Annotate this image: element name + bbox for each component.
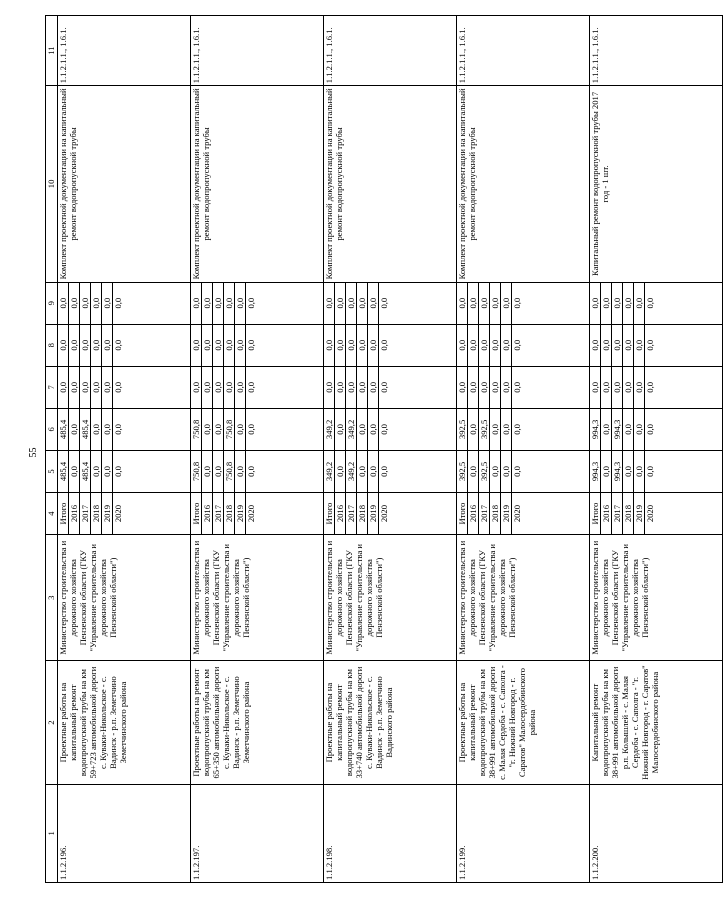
item-number: 1.1.2.199.	[457, 784, 590, 882]
local-budget-value: 0,0	[468, 325, 479, 366]
federal-budget-value: 0,0	[490, 367, 501, 408]
table-row	[457, 16, 590, 883]
item-indicator: 1.1.2.1.1., 1.6.1.	[58, 16, 191, 86]
federal-budget-value: 0,0	[80, 367, 91, 408]
other-sources-value: 0,0	[91, 283, 102, 324]
regional-budget-value-cell	[191, 408, 324, 450]
federal-budget-value: 0,0	[512, 381, 522, 393]
year-value-cell	[191, 493, 324, 535]
item-name: Капитальный ремонт водопропускной трубы на км 38+991 автомобильной дороги р.п. Колышлей - с. Малая Сердоба - с. Саполга - "г. Нижний Новгород - г. Саратов" Малосердобинского района	[590, 661, 723, 784]
federal-budget-value: 0,0	[224, 367, 235, 408]
regional-budget-value: 0,0	[69, 409, 80, 450]
column-number-3: 3	[46, 535, 58, 661]
total-funding-value: 392,5	[479, 451, 490, 492]
year-value: 2019	[368, 493, 379, 534]
column-number-4: 4	[46, 493, 58, 535]
federal-budget-value: 0,0	[645, 381, 655, 393]
item-name: Проектные работы на капитальный ремонт водопропускной трубы на км 38+991 автомобильной дороги с. Малая Сердоба - с. Саполга - "г. Нижний Новгород - г. Саратов" Малосердобинского района	[457, 661, 590, 784]
total-funding-value: 0,0	[623, 451, 634, 492]
total-funding-value-cell	[324, 450, 457, 492]
total-funding-value: 0,0	[335, 451, 346, 492]
other-sources-value: 0,0	[501, 283, 512, 324]
total-funding-value: 0,0	[490, 451, 501, 492]
local-budget-value: 0,0	[368, 325, 379, 366]
federal-budget-value: 0,0	[246, 381, 256, 393]
year-value: 2017	[80, 493, 91, 534]
year-value: Итого	[191, 493, 202, 534]
regional-budget-value-cell	[324, 408, 457, 450]
year-value: 2018	[357, 493, 368, 534]
federal-budget-value: 0,0	[590, 367, 601, 408]
federal-budget-value: 0,0	[346, 367, 357, 408]
local-budget-value: 0,0	[224, 325, 235, 366]
item-result: Комплект проектной документации на капитальный ремонт водопропускной трубы	[324, 86, 457, 282]
total-funding-value: 0,0	[202, 451, 213, 492]
other-sources-value: 0,0	[457, 283, 468, 324]
regional-budget-value: 0,0	[512, 424, 522, 435]
local-budget-value: 0,0	[213, 325, 224, 366]
column-number-9: 9	[46, 282, 58, 324]
year-value: 2019	[634, 493, 645, 534]
regional-budget-value: 750,8	[224, 409, 235, 450]
other-sources-value: 0,0	[335, 283, 346, 324]
total-funding-value: 0,0	[379, 466, 389, 477]
other-sources-value: 0,0	[224, 283, 235, 324]
other-sources-value: 0,0	[346, 283, 357, 324]
local-budget-value: 0,0	[80, 325, 91, 366]
other-sources-value: 0,0	[468, 283, 479, 324]
total-funding-value: 0,0	[501, 451, 512, 492]
federal-budget-value: 0,0	[213, 367, 224, 408]
local-budget-value: 0,0	[191, 325, 202, 366]
regional-budget-value: 0,0	[91, 409, 102, 450]
item-name: Проектные работы на капитальный ремонт водопропускной трубы на км 33+740 автомобильной дороги с. Куваки-Никольское - с. Вадинск - р.п. Земетчино Вадинского района	[324, 661, 457, 784]
year-value: 2016	[202, 493, 213, 534]
local-budget-value: 0,0	[612, 325, 623, 366]
regional-budget-value: 392,5	[479, 409, 490, 450]
column-number-11: 11	[46, 16, 58, 86]
total-funding-value: 750,8	[224, 451, 235, 492]
local-budget-value: 0,0	[601, 325, 612, 366]
column-number-5: 5	[46, 450, 58, 492]
regional-budget-value-cell	[457, 408, 590, 450]
year-value: 2016	[468, 493, 479, 534]
other-sources-value: 0,0	[601, 283, 612, 324]
program-table	[45, 15, 723, 883]
total-funding-value: 349,2	[324, 451, 335, 492]
local-budget-value: 0,0	[457, 325, 468, 366]
year-value: Итого	[324, 493, 335, 534]
item-executor: Министерство строительства и дорожного хозяйства Пензенской области (ГКУ "Управление строительства и дорожного хозяйства Пензенской области")	[58, 535, 191, 661]
local-budget-value: 0,0	[69, 325, 80, 366]
other-sources-value: 0,0	[324, 283, 335, 324]
total-funding-value: 0,0	[357, 451, 368, 492]
total-funding-value: 0,0	[91, 451, 102, 492]
federal-budget-value: 0,0	[58, 367, 69, 408]
other-sources-value: 0,0	[58, 283, 69, 324]
column-number-10: 10	[46, 86, 58, 282]
local-budget-value: 0,0	[623, 325, 634, 366]
regional-budget-value: 0,0	[235, 409, 246, 450]
total-funding-value: 0,0	[468, 451, 479, 492]
other-sources-value: 0,0	[634, 283, 645, 324]
regional-budget-value: 0,0	[335, 409, 346, 450]
federal-budget-value: 0,0	[479, 367, 490, 408]
year-value: 2016	[335, 493, 346, 534]
table-row	[324, 16, 457, 883]
regional-budget-value: 0,0	[501, 409, 512, 450]
local-budget-value: 0,0	[590, 325, 601, 366]
federal-budget-value-cell	[324, 366, 457, 408]
federal-budget-value: 0,0	[368, 367, 379, 408]
table-row	[590, 16, 723, 883]
other-sources-value: 0,0	[246, 297, 256, 309]
regional-budget-value: 392,5	[457, 409, 468, 450]
item-executor: Министерство строительства и дорожного хозяйства Пензенской области (ГКУ "Управление строительства и дорожного хозяйства Пензенской области")	[590, 535, 723, 661]
year-value: Итого	[590, 493, 601, 534]
year-value: 2017	[346, 493, 357, 534]
federal-budget-value: 0,0	[235, 367, 246, 408]
regional-budget-value: 0,0	[213, 409, 224, 450]
year-value: 2017	[612, 493, 623, 534]
regional-budget-value-cell	[590, 408, 723, 450]
local-budget-value-cell	[590, 324, 723, 366]
other-sources-value: 0,0	[479, 283, 490, 324]
page-number: 55	[28, 447, 39, 458]
year-value-cell	[590, 493, 723, 535]
regional-budget-value: 349,2	[324, 409, 335, 450]
other-sources-value: 0,0	[102, 283, 113, 324]
total-funding-value-cell	[457, 450, 590, 492]
column-number-row	[46, 16, 58, 883]
other-sources-value-cell	[457, 282, 590, 324]
other-sources-value: 0,0	[191, 283, 202, 324]
year-value: 2017	[479, 493, 490, 534]
other-sources-value: 0,0	[512, 297, 522, 309]
other-sources-value-cell	[191, 282, 324, 324]
year-value: 2020	[512, 504, 522, 523]
total-funding-value: 0,0	[634, 451, 645, 492]
local-budget-value: 0,0	[501, 325, 512, 366]
item-number: 1.1.2.196.	[58, 784, 191, 882]
local-budget-value: 0,0	[58, 325, 69, 366]
column-number-1: 1	[46, 784, 58, 882]
regional-budget-value: 349,2	[346, 409, 357, 450]
local-budget-value: 0,0	[335, 325, 346, 366]
year-value: 2018	[623, 493, 634, 534]
item-indicator: 1.1.2.1.1., 1.6.1.	[324, 16, 457, 86]
local-budget-value: 0,0	[490, 325, 501, 366]
local-budget-value: 0,0	[346, 325, 357, 366]
item-name: Проектные работы на ремонт водопропускной трубы на км 65+350 автомобильной дороги с. Куваки-Никольское - с. Вадинск - р.п. Земетчино Земетчинского района	[191, 661, 324, 784]
item-result: Капитальный ремонт водопропускной трубы 2017 год - 1 шт.	[590, 86, 723, 282]
federal-budget-value: 0,0	[634, 367, 645, 408]
local-budget-value-cell	[457, 324, 590, 366]
regional-budget-value: 0,0	[634, 409, 645, 450]
federal-budget-value: 0,0	[335, 367, 346, 408]
regional-budget-value: 0,0	[102, 409, 113, 450]
year-value-cell	[58, 493, 191, 535]
total-funding-value: 750,8	[191, 451, 202, 492]
total-funding-value: 349,2	[346, 451, 357, 492]
local-budget-value: 0,0	[634, 325, 645, 366]
year-value: 2019	[501, 493, 512, 534]
regional-budget-value: 0,0	[379, 424, 389, 435]
year-value-cell	[457, 493, 590, 535]
regional-budget-value: 0,0	[601, 409, 612, 450]
total-funding-value: 0,0	[113, 466, 123, 477]
total-funding-value-cell	[58, 450, 191, 492]
federal-budget-value: 0,0	[379, 381, 389, 393]
federal-budget-value-cell	[191, 366, 324, 408]
local-budget-value: 0,0	[202, 325, 213, 366]
other-sources-value-cell	[324, 282, 457, 324]
total-funding-value: 0,0	[645, 466, 655, 477]
regional-budget-value: 750,8	[191, 409, 202, 450]
local-budget-value: 0,0	[91, 325, 102, 366]
item-indicator: 1.1.2.1.1., 1.6.1.	[191, 16, 324, 86]
total-funding-value: 485,4	[58, 451, 69, 492]
year-value: Итого	[58, 493, 69, 534]
total-funding-value: 392,5	[457, 451, 468, 492]
other-sources-value: 0,0	[202, 283, 213, 324]
other-sources-value: 0,0	[590, 283, 601, 324]
item-indicator: 1.1.2.1.1., 1.6.1.	[590, 16, 723, 86]
item-indicator: 1.1.2.1.1., 1.6.1.	[457, 16, 590, 86]
other-sources-value: 0,0	[612, 283, 623, 324]
regional-budget-value: 0,0	[113, 424, 123, 435]
local-budget-value-cell	[191, 324, 324, 366]
federal-budget-value-cell	[590, 366, 723, 408]
local-budget-value: 0,0	[246, 339, 256, 351]
column-number-7: 7	[46, 366, 58, 408]
column-number-6: 6	[46, 408, 58, 450]
item-number: 1.1.2.198.	[324, 784, 457, 882]
item-executor: Министерство строительства и дорожного хозяйства Пензенской области (ГКУ "Управление строительства и дорожного хозяйства Пензенской области")	[457, 535, 590, 661]
column-number-8: 8	[46, 324, 58, 366]
federal-budget-value: 0,0	[102, 367, 113, 408]
federal-budget-value: 0,0	[623, 367, 634, 408]
item-number: 1.1.2.197.	[191, 784, 324, 882]
regional-budget-value: 994,3	[590, 409, 601, 450]
year-value: 2017	[213, 493, 224, 534]
total-funding-value: 0,0	[102, 451, 113, 492]
other-sources-value: 0,0	[368, 283, 379, 324]
federal-budget-value: 0,0	[357, 367, 368, 408]
year-value: 2019	[102, 493, 113, 534]
year-value: 2020	[246, 504, 256, 523]
item-number: 1.1.2.200.	[590, 784, 723, 882]
local-budget-value: 0,0	[113, 339, 123, 351]
federal-budget-value: 0,0	[191, 367, 202, 408]
total-funding-value: 0,0	[69, 451, 80, 492]
other-sources-value: 0,0	[113, 297, 123, 309]
local-budget-value-cell	[324, 324, 457, 366]
federal-budget-value-cell	[58, 366, 191, 408]
total-funding-value: 994,3	[612, 451, 623, 492]
year-value: 2016	[601, 493, 612, 534]
regional-budget-value: 994,3	[612, 409, 623, 450]
item-result: Комплект проектной документации на капитальный ремонт водопропускной трубы	[58, 86, 191, 282]
other-sources-value: 0,0	[357, 283, 368, 324]
federal-budget-value-cell	[457, 366, 590, 408]
year-value: 2020	[379, 504, 389, 523]
regional-budget-value: 0,0	[645, 424, 655, 435]
year-value: 2019	[235, 493, 246, 534]
item-name: Проектные работы на капитальный ремонт водопропускной трубы на км 59+723 автомобильной дороги с. Куваки-Никольское - с. Вадинск - р.п. Земетчино Земетчинского района	[58, 661, 191, 784]
local-budget-value: 0,0	[379, 339, 389, 351]
regional-budget-value: 0,0	[357, 409, 368, 450]
year-value: 2020	[645, 504, 655, 523]
local-budget-value: 0,0	[324, 325, 335, 366]
local-budget-value: 0,0	[357, 325, 368, 366]
other-sources-value: 0,0	[379, 297, 389, 309]
year-value: 2018	[224, 493, 235, 534]
local-budget-value: 0,0	[512, 339, 522, 351]
total-funding-value: 994,3	[590, 451, 601, 492]
year-value-cell	[324, 493, 457, 535]
total-funding-value: 0,0	[601, 451, 612, 492]
item-executor: Министерство строительства и дорожного хозяйства Пензенской области (ГКУ "Управление строительства и дорожного хозяйства Пензенской области")	[324, 535, 457, 661]
year-value: 2018	[490, 493, 501, 534]
federal-budget-value: 0,0	[612, 367, 623, 408]
local-budget-value: 0,0	[102, 325, 113, 366]
year-value: Итого	[457, 493, 468, 534]
federal-budget-value: 0,0	[457, 367, 468, 408]
regional-budget-value: 0,0	[246, 424, 256, 435]
total-funding-value: 0,0	[512, 466, 522, 477]
regional-budget-value-cell	[58, 408, 191, 450]
federal-budget-value: 0,0	[91, 367, 102, 408]
other-sources-value-cell	[590, 282, 723, 324]
other-sources-value: 0,0	[490, 283, 501, 324]
federal-budget-value: 0,0	[324, 367, 335, 408]
total-funding-value: 0,0	[368, 451, 379, 492]
other-sources-value: 0,0	[80, 283, 91, 324]
total-funding-value-cell	[191, 450, 324, 492]
local-budget-value-cell	[58, 324, 191, 366]
total-funding-value: 0,0	[213, 451, 224, 492]
federal-budget-value: 0,0	[501, 367, 512, 408]
table-row	[191, 16, 324, 883]
regional-budget-value: 0,0	[468, 409, 479, 450]
federal-budget-value: 0,0	[468, 367, 479, 408]
federal-budget-value: 0,0	[601, 367, 612, 408]
federal-budget-value: 0,0	[202, 367, 213, 408]
federal-budget-value: 0,0	[69, 367, 80, 408]
total-funding-value-cell	[590, 450, 723, 492]
other-sources-value: 0,0	[235, 283, 246, 324]
other-sources-value-cell	[58, 282, 191, 324]
local-budget-value: 0,0	[645, 339, 655, 351]
column-number-2: 2	[46, 661, 58, 784]
local-budget-value: 0,0	[479, 325, 490, 366]
total-funding-value: 0,0	[235, 451, 246, 492]
total-funding-value: 0,0	[246, 466, 256, 477]
regional-budget-value: 485,4	[58, 409, 69, 450]
item-executor: Министерство строительства и дорожного хозяйства Пензенской области (ГКУ "Управление строительства и дорожного хозяйства Пензенской области")	[191, 535, 324, 661]
other-sources-value: 0,0	[645, 297, 655, 309]
year-value: 2020	[113, 504, 123, 523]
federal-budget-value: 0,0	[113, 381, 123, 393]
table-row	[58, 16, 191, 883]
item-result: Комплект проектной документации на капитальный ремонт водопропускной трубы	[191, 86, 324, 282]
regional-budget-value: 485,4	[80, 409, 91, 450]
regional-budget-value: 0,0	[368, 409, 379, 450]
year-value: 2016	[69, 493, 80, 534]
other-sources-value: 0,0	[213, 283, 224, 324]
total-funding-value: 485,4	[80, 451, 91, 492]
item-result: Комплект проектной документации на капитальный ремонт водопропускной трубы	[457, 86, 590, 282]
regional-budget-value: 0,0	[623, 409, 634, 450]
year-value: 2018	[91, 493, 102, 534]
local-budget-value: 0,0	[235, 325, 246, 366]
other-sources-value: 0,0	[623, 283, 634, 324]
regional-budget-value: 0,0	[202, 409, 213, 450]
other-sources-value: 0,0	[69, 283, 80, 324]
regional-budget-value: 0,0	[490, 409, 501, 450]
